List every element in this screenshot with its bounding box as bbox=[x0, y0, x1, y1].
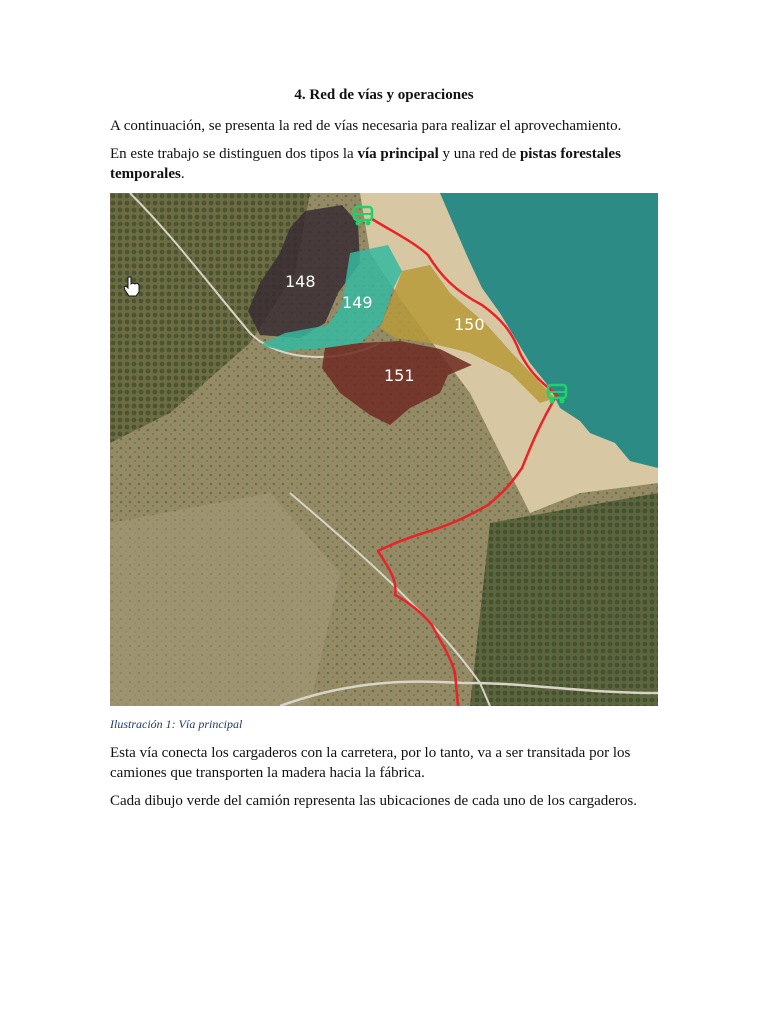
intro-paragraph: A continuación, se presenta la red de vías necesaria para realizar el aprovechamiento. bbox=[110, 118, 622, 134]
stand-148-label: 148 bbox=[285, 272, 316, 291]
road-types-text-after: . bbox=[180, 166, 185, 182]
term-forest-tracks: pistas forestales temporales bbox=[110, 146, 621, 182]
section-heading: 4. Red de vías y operaciones bbox=[294, 87, 474, 103]
term-main-road: vía principal bbox=[357, 146, 439, 162]
stand-149-label: 149 bbox=[342, 293, 373, 312]
stand-151-label: 151 bbox=[384, 366, 415, 385]
road-description-paragraph: Esta vía conecta los cargaderos con la carretera, por lo tanto, va a ser transitada por los camiones que transporten la madera hacia la fábrica. bbox=[110, 745, 631, 781]
aerial-map bbox=[110, 193, 658, 706]
truck-icons-paragraph: Cada dibujo verde del camión representa las ubicaciones de cada uno de los cargaderos. bbox=[110, 793, 638, 809]
stand-150-label: 150 bbox=[454, 315, 485, 334]
road-types-paragraph bbox=[110, 144, 658, 184]
road-types-text-middle: y una red de bbox=[438, 146, 520, 162]
road-types-text-before: En este trabajo se distinguen dos tipos la bbox=[110, 146, 358, 162]
figure-caption: Ilustración 1: Vía principal bbox=[110, 717, 243, 731]
aerial-map-figure bbox=[110, 193, 658, 706]
